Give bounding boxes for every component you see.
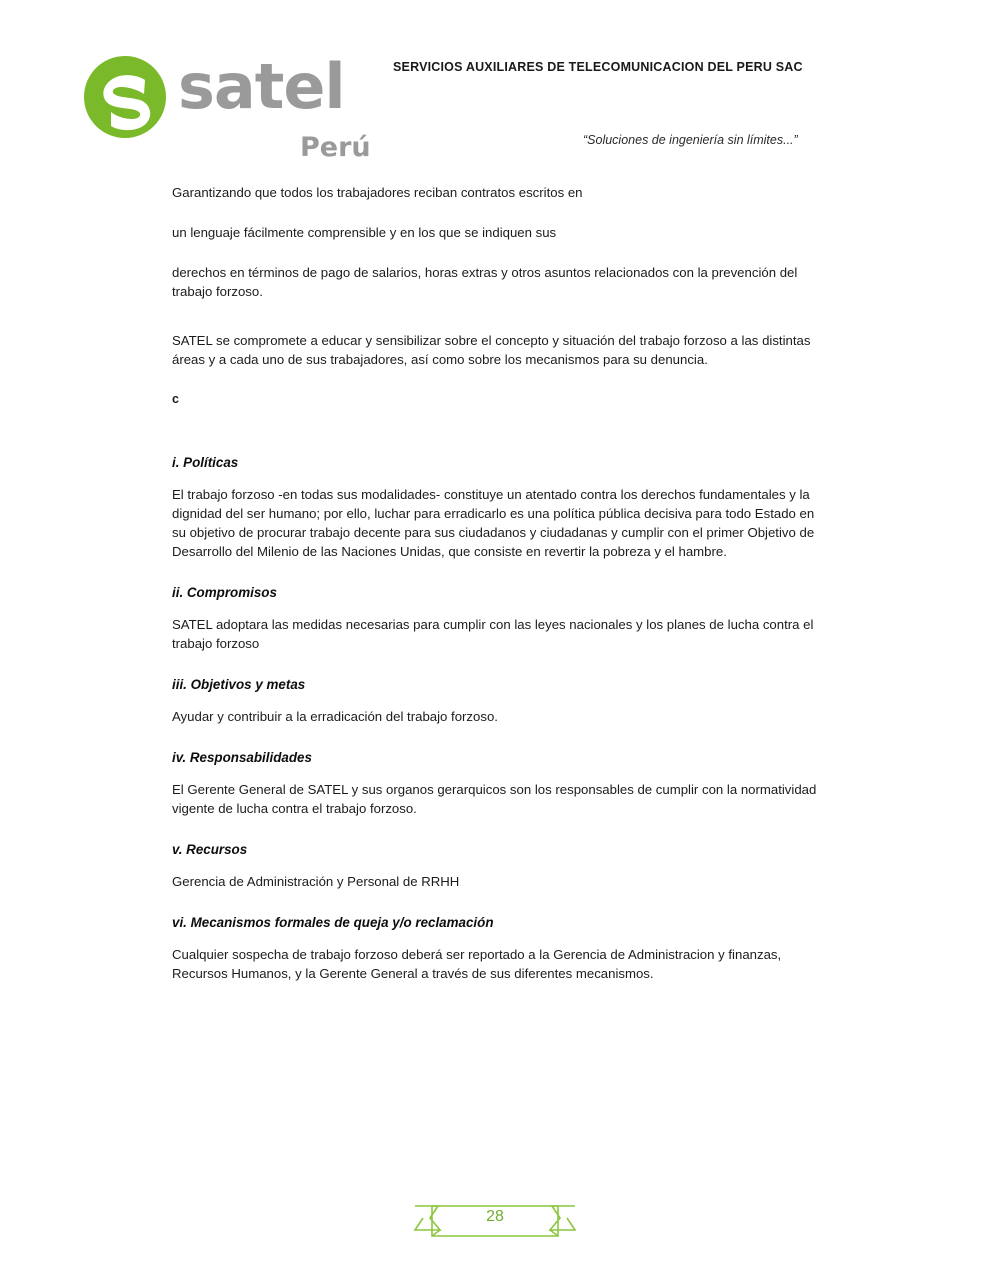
section-text-recursos: Gerencia de Administración y Personal de RRHH — [172, 874, 460, 889]
satel-logo-icon — [82, 54, 168, 140]
section-text-mecanismos: Cualquier sospecha de trabajo forzoso deberá ser reportado a la Gerencia de Administracion y finanzas, Recursos Humanos, y la Gerente General a través de sus diferentes mecanismos. — [172, 947, 782, 981]
page-number: 28 — [486, 1208, 504, 1225]
paragraph-commitment: SATEL se compromete a educar y sensibilizar sobre el concepto y situación del trabajo forzoso a las distintas áreas y a cada uno de sus trabajadores, así como sobre los mecanismos para su denuncia. — [172, 333, 811, 367]
section-heading-compromisos: ii. Compromisos — [172, 585, 277, 600]
company-tagline: “Soluciones de ingeniería sin límites...” — [583, 133, 798, 147]
intro-line-2: un lenguaje fácilmente comprensible y en los que se indiquen sus — [172, 225, 557, 240]
section-heading-mecanismos: vi. Mecanismos formales de queja y/o reclamación — [172, 915, 494, 930]
satel-logo-text: satel — [178, 50, 345, 123]
page-footer — [0, 1192, 990, 1252]
section-heading-objetivos: iii. Objetivos y metas — [172, 677, 306, 692]
section-heading-recursos: v. Recursos — [172, 842, 248, 857]
satel-logo — [82, 46, 382, 166]
section-heading-politicas: i. Políticas — [172, 455, 239, 470]
section-text-politicas: El trabajo forzoso -en todas sus modalidades- constituye un atentado contra los derechos fundamentales y la dignidad del ser humano; por ello, luchar para erradicarlo es una política pública decisiva para todo Estado en su objetivo de procurar trabajo decente para sus ciudadanos y ciudadanas y cumplir con el primer Objetivo de Desarrollo del Milenio de las Naciones Unidas, que consiste en revertir la pobreza y el hambre. — [172, 487, 815, 559]
company-name: SERVICIOS AUXILIARES DE TELECOMUNICACION DEL PERU SAC — [393, 60, 803, 74]
section-heading-responsabilidades: iv. Responsabilidades — [172, 750, 312, 765]
intro-line-1: Garantizando que todos los trabajadores reciban contratos escritos en — [172, 185, 583, 200]
page-header — [0, 38, 990, 168]
intro-line-3: derechos en términos de pago de salarios, horas extras y otros asuntos relacionados con la prevención del trabajo forzoso. — [172, 265, 798, 299]
satel-logo-subtext: Perú — [300, 132, 371, 163]
section-text-compromisos: SATEL adoptara las medidas necesarias para cumplir con las leyes nacionales y los planes de lucha contra el trabajo forzoso — [172, 617, 814, 651]
section-text-objetivos: Ayudar y contribuir a la erradicación del trabajo forzoso. — [172, 709, 498, 724]
document-content — [172, 183, 822, 983]
section-text-responsabilidades: El Gerente General de SATEL y sus organos gerarquicos son los responsables de cumplir con la normatividad vigente de lucha contra el trabajo forzoso. — [172, 782, 817, 816]
stray-character: c — [172, 392, 179, 406]
